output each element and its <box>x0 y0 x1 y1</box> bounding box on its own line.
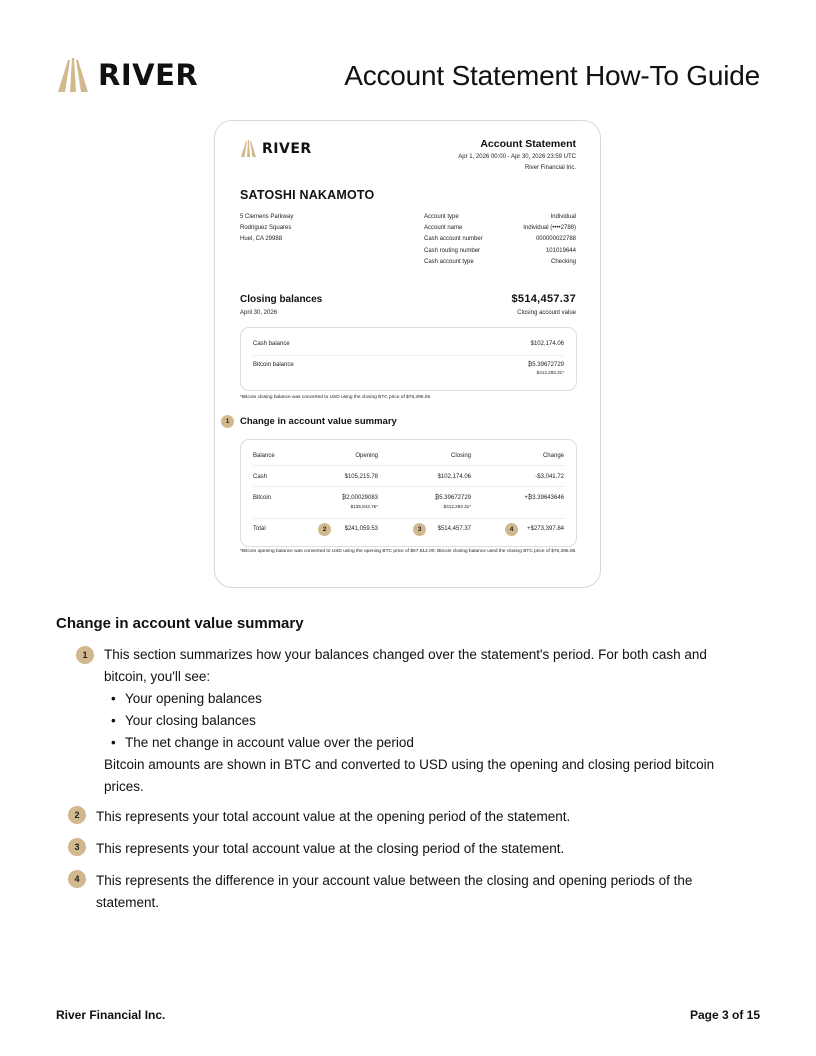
river-logo-icon <box>240 140 257 157</box>
closing-note: *Bitcoin closing balance was converted to USD using the closing BTC price of $76,395.06 <box>240 395 431 400</box>
statement-header <box>458 138 576 171</box>
detail-value: Individual <box>550 214 576 220</box>
cash-balance-label: Cash balance <box>253 341 290 347</box>
callout-badge: 2 <box>68 806 86 824</box>
change-summary-table <box>240 439 577 547</box>
opening-value: ₿2.00029083 <box>341 495 378 501</box>
callout-badge: 3 <box>413 523 426 536</box>
detail-label: Account type <box>424 214 459 220</box>
cash-balance-row <box>253 341 564 347</box>
detail-label: Cash account number <box>424 236 483 243</box>
detail-label: Account name <box>424 225 463 232</box>
opening-usd: $135,843.75* <box>350 504 378 509</box>
divider <box>253 486 564 487</box>
bullet-item: • Your opening balances <box>104 688 764 710</box>
guide-text-line: Bitcoin amounts are shown in BTC and converted to USD using the opening and closing period bitcoin <box>104 757 715 772</box>
callout-badge: 1 <box>76 646 94 664</box>
cash-balance-value: $102,174.06 <box>530 341 564 347</box>
page-number: Page 3 of 15 <box>689 1008 760 1022</box>
statement-period: Apr 1, 2026 00:00 - Apr 30, 2026 23:59 UTC <box>458 154 576 160</box>
closing-balances-box <box>240 327 577 391</box>
bullet-item: • Your closing balances <box>104 710 764 732</box>
change-value: +₿3.39643646 <box>524 495 564 501</box>
brand-wordmark: RIVER <box>98 58 199 92</box>
detail-label: Cash account type <box>424 258 474 265</box>
callout-badge: 2 <box>318 523 331 536</box>
bullet-item: • The net change in account value over the period <box>104 732 764 754</box>
statement-issuer: River Financial Inc. <box>524 165 576 171</box>
guide-item-1 <box>82 644 764 798</box>
bullet-list <box>104 688 764 754</box>
account-detail-row <box>424 212 576 223</box>
guide-item-2 <box>74 806 766 828</box>
total-change-value: +$273,397.84 <box>527 526 564 532</box>
column-header: Closing <box>450 453 471 459</box>
total-opening-value: $241,059.53 <box>344 526 378 532</box>
detail-label: Cash routing number <box>424 247 481 254</box>
guide-item-4 <box>74 870 766 914</box>
bitcoin-balance-usd: $412,283.31* <box>536 370 564 375</box>
guide-text-line: statement. <box>96 895 160 910</box>
statement-title: Account Statement <box>480 138 576 150</box>
closing-value-label: Closing account value <box>517 310 576 316</box>
account-detail-row <box>424 223 576 234</box>
statement-preview-card <box>214 120 601 588</box>
column-header: Change <box>542 453 564 459</box>
closing-balances-heading: Closing balances <box>240 294 323 305</box>
bitcoin-balance-label: Bitcoin balance <box>253 362 294 368</box>
closing-date: April 30, 2026 <box>240 310 278 316</box>
detail-value: Checking <box>550 258 576 265</box>
account-detail-row <box>424 234 576 245</box>
address-line: 5 Clemens Parkway <box>240 214 294 220</box>
guide-text-line: prices. <box>104 779 144 794</box>
table-row <box>253 495 564 509</box>
river-logo <box>56 58 198 92</box>
table-total-row <box>253 526 564 540</box>
bitcoin-balance-row <box>253 362 564 375</box>
column-header: Balance <box>253 453 275 459</box>
detail-value: 101019644 <box>545 247 576 254</box>
opening-value: $105,215.78 <box>344 474 378 480</box>
change-note: *Bitcoin opening balance was converted to USD using the opening BTC price of $67,912.00; Bitcoin closing balance used the closing BTC price of $76,395.06. <box>240 549 577 554</box>
row-label: Cash <box>253 474 268 480</box>
river-logo-icon <box>56 58 90 92</box>
statement-logo <box>240 140 312 157</box>
section-heading: Change in account value summary <box>56 615 304 632</box>
guide-text-line: This represents your total account value at the opening period of the statement. <box>96 809 571 824</box>
account-detail-row <box>424 257 576 268</box>
callout-badge: 1 <box>221 415 234 428</box>
customer-name: SATOSHI NAKAMOTO <box>240 188 375 202</box>
divider <box>253 465 564 466</box>
closing-account-value: $514,457.37 <box>511 293 576 305</box>
address-line: Rodriguez Squares <box>240 225 292 232</box>
closing-value: $102,174.06 <box>437 474 471 480</box>
change-value: -$3,041.72 <box>535 474 564 480</box>
column-header: Opening <box>355 453 378 459</box>
detail-value: Individual (••••2788) <box>523 225 576 232</box>
guide-text-line: This section summarizes how your balances changed over the statement's period. For both cash and <box>104 647 707 662</box>
customer-address <box>240 212 293 246</box>
statement-brand-wordmark: RIVER <box>262 140 312 157</box>
account-detail-row <box>424 246 576 257</box>
bitcoin-balance-value: ₿5.39672729 <box>527 362 564 368</box>
divider <box>253 518 564 519</box>
footer-company: River Financial Inc. <box>56 1008 166 1022</box>
closing-usd: $412,283.31* <box>443 504 471 509</box>
guide-text-line: This represents the difference in your account value between the closing and opening periods of the <box>96 873 693 888</box>
guide-text-line: bitcoin, you'll see: <box>104 669 211 684</box>
row-label: Total <box>253 526 266 532</box>
detail-value: 000000022788 <box>535 236 576 243</box>
guide-item-3 <box>74 838 766 860</box>
address-line: Huel, CA 29988 <box>240 236 283 243</box>
page-title: Account Statement How-To Guide <box>344 60 760 91</box>
callout-badge: 4 <box>68 870 86 888</box>
row-label: Bitcoin <box>253 495 272 501</box>
change-summary-heading <box>221 415 397 428</box>
guide-text-line: This represents your total account value at the closing period of the statement. <box>96 841 565 856</box>
total-closing-value: $514,457.37 <box>437 526 471 532</box>
callout-badge: 4 <box>505 523 518 536</box>
change-summary-title: Change in account value summary <box>240 416 397 427</box>
closing-value: ₿5.39672729 <box>434 495 471 501</box>
divider <box>253 355 564 356</box>
callout-badge: 3 <box>68 838 86 856</box>
account-details <box>424 212 576 268</box>
